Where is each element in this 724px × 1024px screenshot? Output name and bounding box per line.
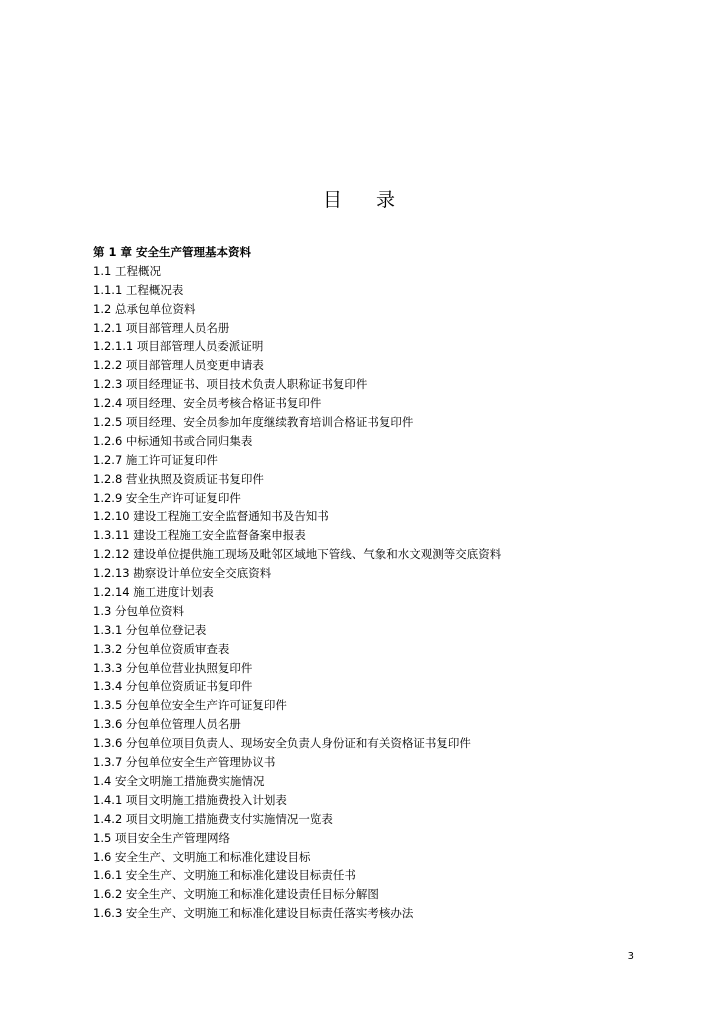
toc-entry: 1.1 工程概况 (93, 263, 161, 278)
toc-entry: 1.2.13 勘察设计单位安全交底资料 (93, 566, 272, 581)
toc-entry: 1.3.1 分包单位登记表 (93, 622, 207, 637)
toc-entry: 1.2.10 建设工程施工安全监督通知书及告知书 (93, 509, 329, 524)
toc-entry: 1.2.2 项目部管理人员变更申请表 (93, 358, 264, 373)
toc-entry: 1.4 安全文明施工措施费实施情况 (93, 773, 265, 788)
toc-entry: 1.4.2 项目文明施工措施费支付实施情况一览表 (93, 811, 333, 826)
toc-entry: 1.3 分包单位资料 (93, 603, 184, 618)
toc-entry: 1.6.2 安全生产、文明施工和标准化建设责任目标分解图 (93, 887, 379, 902)
toc-entry: 1.6.1 安全生产、文明施工和标准化建设目标责任书 (93, 868, 356, 883)
toc-entry: 1.2.14 施工进度计划表 (93, 585, 214, 600)
toc-entry: 1.2.1.1 项目部管理人员委派证明 (93, 339, 264, 354)
toc-entry: 1.2 总承包单位资料 (93, 301, 196, 316)
toc-entry: 1.2.6 中标通知书或合同归集表 (93, 433, 253, 448)
toc-entry: 1.5 项目安全生产管理网络 (93, 830, 230, 845)
toc-entry: 1.3.4 分包单位资质证书复印件 (93, 679, 253, 694)
toc-entry: 1.4.1 项目文明施工措施费投入计划表 (93, 792, 287, 807)
toc-chapter-heading: 第 1 章 安全生产管理基本资料 (93, 245, 252, 259)
toc-entry: 1.3.7 分包单位安全生产管理协议书 (93, 755, 276, 770)
toc-entry: 1.3.5 分包单位安全生产许可证复印件 (93, 698, 287, 713)
toc-entry: 1.2.9 安全生产许可证复印件 (93, 490, 241, 505)
toc-entry: 1.2.3 项目经理证书、项目技术负责人职称证书复印件 (93, 377, 368, 392)
toc-entry: 1.3.2 分包单位资质审查表 (93, 641, 230, 656)
page-title: 目 录 (322, 189, 410, 211)
toc-entry: 1.2.12 建设单位提供施工现场及毗邻区域地下管线、气象和水文观测等交底资料 (93, 547, 502, 562)
toc-entry: 1.1.1 工程概况表 (93, 282, 184, 297)
toc-entry: 1.2.4 项目经理、安全员考核合格证书复印件 (93, 396, 322, 411)
toc-entry: 1.3.11 建设工程施工安全监督备案申报表 (93, 528, 306, 543)
toc-entry: 1.2.1 项目部管理人员名册 (93, 320, 230, 335)
toc-entry: 1.3.3 分包单位营业执照复印件 (93, 660, 253, 675)
page-number: 3 (627, 951, 634, 962)
toc-entry: 1.2.8 营业执照及资质证书复印件 (93, 471, 264, 486)
toc-entry: 1.3.6 分包单位项目负责人、现场安全负责人身份证和有关资格证书复印件 (93, 736, 471, 751)
toc-entry: 1.2.5 项目经理、安全员参加年度继续教育培训合格证书复印件 (93, 415, 414, 430)
toc-entry: 1.6.3 安全生产、文明施工和标准化建设目标责任落实考核办法 (93, 906, 414, 921)
toc-entry: 1.3.6 分包单位管理人员名册 (93, 717, 241, 732)
table-of-contents (93, 243, 693, 923)
toc-entry: 1.6 安全生产、文明施工和标准化建设目标 (93, 849, 311, 864)
toc-entry: 1.2.7 施工许可证复印件 (93, 452, 218, 467)
